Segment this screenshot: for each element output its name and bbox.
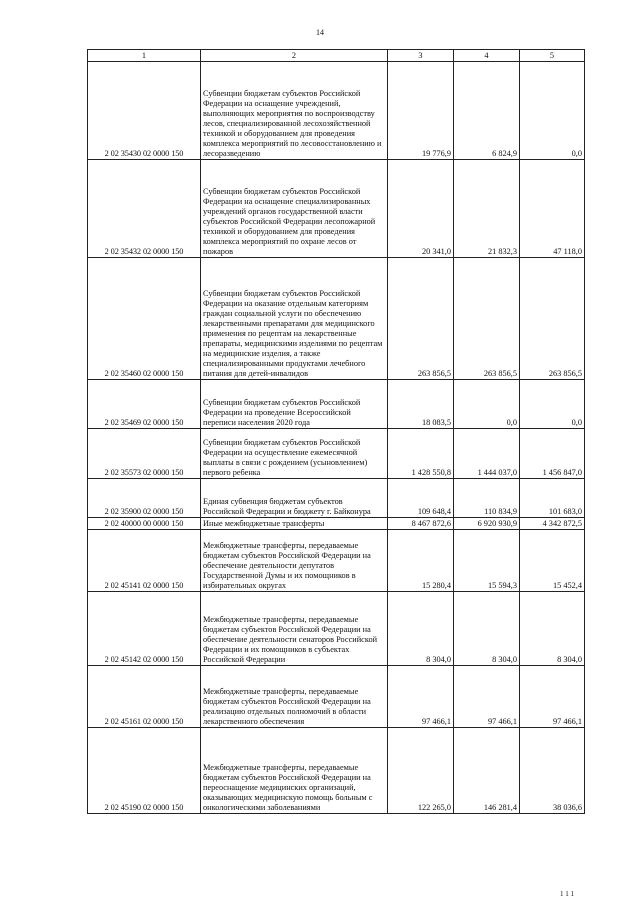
amount-col3: 97 466,1 [388, 666, 454, 728]
amount-col3: 122 265,0 [388, 728, 454, 814]
amount-col3: 8 304,0 [388, 592, 454, 666]
budget-item-name: Субвенции бюджетам субъектов Российской Федерации на оказание отдельным категориям граждан социальной услуги по обеспечению лекарственными препаратами для медицинского применения по рецептам на лекарственные препараты, медицинскими изделиями по рецептам на медицинские изделия, а также специализированными продуктами лечебного питания для детей-инвалидов [201, 258, 388, 380]
budget-code: 2 02 35900 02 0000 150 [88, 479, 201, 518]
amount-col5: 263 856,5 [520, 258, 585, 380]
amount-col4: 6 920 930,9 [454, 518, 520, 530]
amount-col5: 1 456 847,0 [520, 429, 585, 479]
amount-col4: 263 856,5 [454, 258, 520, 380]
budget-code: 2 02 35573 02 0000 150 [88, 429, 201, 479]
budget-item-name: Межбюджетные трансферты, передаваемые бюджетам субъектов Российской Федерации на переоснащение медицинских организаций, оказывающих медицинскую помощь больным с онкологическими заболеваниями [201, 728, 388, 814]
budget-code: 2 02 45142 02 0000 150 [88, 592, 201, 666]
budget-code: 2 02 40000 00 0000 150 [88, 518, 201, 530]
amount-col5: 97 466,1 [520, 666, 585, 728]
amount-col4: 110 834,9 [454, 479, 520, 518]
column-header: 2 [201, 50, 388, 62]
budget-item-name: Субвенции бюджетам субъектов Российской Федерации на оснащение специализированных учреждений органов государственной власти субъектов Российской Федерации лесопожарной техникой и оборудованием для проведения комплекса мероприятий по охране лесов от пожаров [201, 160, 388, 258]
page-footer-mark: 111 [560, 890, 576, 898]
budget-item-name: Субвенции бюджетам субъектов Российской Федерации на оснащение учреждений, выполняющих мероприятия по воспроизводству лесов, специализированной лесохозяйственной техникой и оборудованием для проведения комплекса мероприятий по лесовосстановлению и лесоразведению [201, 62, 388, 160]
amount-col3: 15 280,4 [388, 530, 454, 592]
amount-col3: 109 648,4 [388, 479, 454, 518]
budget-item-name: Межбюджетные трансферты, передаваемые бюджетам субъектов Российской Федерации на обеспечение деятельности депутатов Государственной Думы и их помощников в избирательных округах [201, 530, 388, 592]
header-row [88, 50, 585, 62]
budget-code: 2 02 35430 02 0000 150 [88, 62, 201, 160]
amount-col4: 8 304,0 [454, 592, 520, 666]
column-header: 3 [388, 50, 454, 62]
budget-code: 2 02 35460 02 0000 150 [88, 258, 201, 380]
budget-item-name: Иные межбюджетные трансферты [201, 518, 388, 530]
budget-code: 2 02 45141 02 0000 150 [88, 530, 201, 592]
column-header: 5 [520, 50, 585, 62]
amount-col3: 20 341,0 [388, 160, 454, 258]
amount-col4: 15 594,3 [454, 530, 520, 592]
budget-code: 2 02 35432 02 0000 150 [88, 160, 201, 258]
amount-col4: 97 466,1 [454, 666, 520, 728]
page-number: 14 [316, 28, 324, 37]
amount-col4: 1 444 037,0 [454, 429, 520, 479]
amount-col3: 1 428 550,8 [388, 429, 454, 479]
budget-code: 2 02 45190 02 0000 150 [88, 728, 201, 814]
budget-code: 2 02 35469 02 0000 150 [88, 380, 201, 429]
amount-col5: 47 118,0 [520, 160, 585, 258]
table-row [88, 380, 585, 429]
table-row [88, 728, 585, 814]
table-row [88, 429, 585, 479]
budget-table [87, 49, 585, 814]
amount-col5: 15 452,4 [520, 530, 585, 592]
column-header: 1 [88, 50, 201, 62]
table-row [88, 160, 585, 258]
budget-item-name: Межбюджетные трансферты, передаваемые бюджетам субъектов Российской Федерации на обеспечение деятельности сенаторов Российской Федерации и их помощников в субъектах Российской Федерации [201, 592, 388, 666]
amount-col3: 8 467 872,6 [388, 518, 454, 530]
amount-col5: 0,0 [520, 62, 585, 160]
amount-col5: 8 304,0 [520, 592, 585, 666]
table-row [88, 479, 585, 518]
budget-item-name: Субвенции бюджетам субъектов Российской Федерации на проведение Всероссийской переписи населения 2020 года [201, 380, 388, 429]
amount-col5: 0,0 [520, 380, 585, 429]
amount-col4: 0,0 [454, 380, 520, 429]
budget-item-name: Межбюджетные трансферты, передаваемые бюджетам субъектов Российской Федерации на реализацию отдельных полномочий в области лекарственного обеспечения [201, 666, 388, 728]
budget-item-name: Единая субвенция бюджетам субъектов Российской Федерации и бюджету г. Байконура [201, 479, 388, 518]
amount-col3: 263 856,5 [388, 258, 454, 380]
table-row [88, 530, 585, 592]
amount-col5: 101 683,0 [520, 479, 585, 518]
amount-col3: 19 776,9 [388, 62, 454, 160]
amount-col4: 6 824,9 [454, 62, 520, 160]
table-row [88, 592, 585, 666]
budget-item-name: Субвенции бюджетам субъектов Российской Федерации на осуществление ежемесячной выплаты в связи с рождением (усыновлением) первого ребенка [201, 429, 388, 479]
amount-col5: 38 036,6 [520, 728, 585, 814]
budget-code: 2 02 45161 02 0000 150 [88, 666, 201, 728]
table-row [88, 258, 585, 380]
amount-col4: 21 832,3 [454, 160, 520, 258]
amount-col4: 146 281,4 [454, 728, 520, 814]
table-row [88, 62, 585, 160]
amount-col3: 18 083,5 [388, 380, 454, 429]
table-row [88, 666, 585, 728]
table-row [88, 518, 585, 530]
column-header: 4 [454, 50, 520, 62]
amount-col5: 4 342 872,5 [520, 518, 585, 530]
